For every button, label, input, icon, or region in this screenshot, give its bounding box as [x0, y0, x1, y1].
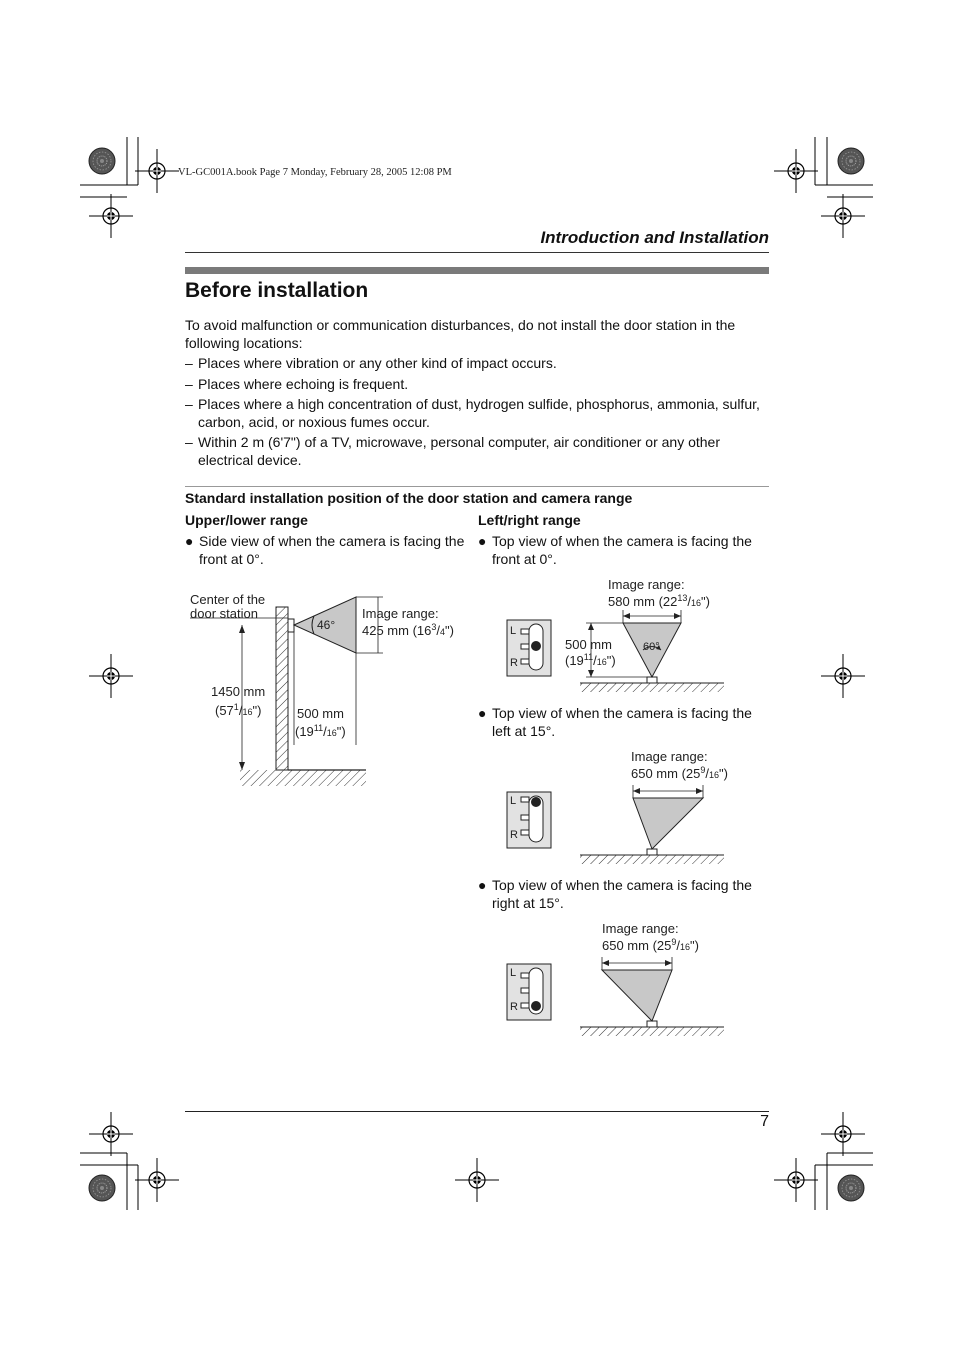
bullet-text: Top view of when the camera is facing the front at 0°. [492, 533, 752, 567]
camera-range-cone [602, 970, 672, 1021]
bullet-text: Side view of when the camera is facing the front at 0°. [199, 533, 465, 567]
top-view-left-diagram [500, 742, 740, 870]
left-right-bullet-right [478, 876, 769, 912]
side-view-diagram [180, 585, 454, 790]
subheading: Standard installation position of the door station and camera range [185, 490, 633, 506]
center-label: door station [190, 606, 258, 621]
switch-knob [531, 641, 541, 651]
title-bar [185, 267, 769, 274]
location-list [185, 355, 769, 472]
dash-bullet: – [185, 355, 193, 371]
floor [240, 770, 366, 786]
image-range-label: Image range: [608, 577, 685, 592]
upper-lower-heading: Upper/lower range [185, 512, 308, 528]
intro-text: To avoid malfunction or communication disturbances, do not install the door station in the following locations: [185, 317, 736, 351]
distance-label: 500 mm [297, 706, 344, 721]
registration-mark-bottom-center [455, 1158, 499, 1202]
registration-mark-top-right [774, 137, 873, 238]
wall-top-view [580, 1027, 724, 1036]
bullet-text: Top view of when the camera is facing the left at 15°. [492, 705, 752, 739]
wall-top-view [580, 683, 724, 692]
section-divider [185, 486, 769, 487]
switch-label-r: R [510, 1001, 518, 1013]
list-item [185, 396, 769, 431]
list-item-text: Places where a high concentration of dust, hydrogen sulfide, phosphorus, ammonia, sulfur, carbon, acid, or noxious fumes occur. [198, 396, 760, 430]
list-item [185, 434, 769, 469]
list-item [185, 376, 769, 394]
page-title: Before installation [185, 279, 369, 302]
image-range-value: 650 mm $(25^9/16")$ [631, 765, 728, 781]
height-value: $(57^1/16")$ [215, 702, 262, 718]
switch-label-r: R [510, 657, 518, 669]
wall [276, 607, 288, 770]
upper-lower-bullet [185, 532, 475, 568]
registration-mark-bottom-left [80, 1112, 179, 1210]
section-title: Introduction and Installation [540, 228, 769, 247]
left-right-bullet-front [478, 532, 769, 568]
list-item-text: Places where echoing is frequent. [198, 375, 409, 392]
registration-mark-mid-left [89, 654, 133, 698]
header-rule [185, 252, 769, 253]
dash-bullet: – [185, 375, 193, 392]
list-item-text: Within 2 m (6'7") of a TV, microwave, personal computer, air conditioner or any other electrical device. [198, 434, 720, 468]
switch-knob [531, 1001, 541, 1011]
footer-rule [185, 1111, 769, 1112]
image-range-value: 425 mm $(16^3/4")$ [362, 622, 454, 638]
bullet-dot: ● [478, 533, 487, 549]
camera-range-cone [633, 798, 703, 849]
bullet-text: Top view of when the camera is facing the right at 15°. [492, 877, 752, 911]
top-view-front-diagram [500, 570, 740, 698]
file-info: VL-GC001A.book Page 7 Monday, February 28, 2005 12:08 PM [178, 167, 452, 178]
wall-top-view [580, 855, 724, 864]
page-number: 7 [760, 1113, 769, 1130]
top-view-right-diagram [500, 914, 740, 1042]
switch-knob [531, 797, 541, 807]
image-range-label: Image range: [631, 749, 708, 764]
dash-bullet: – [185, 434, 193, 450]
center-label: Center of the [190, 592, 266, 607]
image-range-label: Image range: [602, 921, 679, 936]
height-label: 1450 mm [211, 684, 266, 699]
bullet-dot: ● [478, 705, 487, 721]
registration-mark-mid-right [821, 654, 865, 698]
distance-label: 500 mm [565, 637, 612, 652]
angle-label: 60° [643, 641, 660, 653]
switch-label-l: L [510, 625, 517, 637]
distance-value: $(19^{11}/16")$ [565, 652, 616, 668]
list-item [185, 355, 769, 373]
left-right-heading: Left/right range [478, 512, 581, 528]
registration-mark-top-left [80, 137, 179, 238]
angle-label: 46° [317, 618, 336, 632]
left-right-bullet-left [478, 704, 769, 740]
dash-bullet: – [185, 396, 193, 412]
switch-label-l: L [510, 967, 517, 979]
registration-mark-bottom-right [774, 1112, 873, 1210]
switch-label-l: L [510, 795, 517, 807]
image-range-value: 580 mm $(22^{13}/16")$ [608, 593, 710, 609]
distance-value: $(19^{11}/16")$ [295, 723, 346, 739]
switch-label-r: R [510, 829, 518, 841]
list-item-text: Places where vibration or any other kind of impact occurs. [198, 355, 557, 371]
bullet-dot: ● [478, 877, 487, 893]
image-range-label: Image range: [362, 606, 439, 621]
bullet-dot: ● [185, 533, 194, 549]
image-range-value: 650 mm $(25^9/16")$ [602, 937, 699, 953]
door-station [288, 619, 294, 632]
